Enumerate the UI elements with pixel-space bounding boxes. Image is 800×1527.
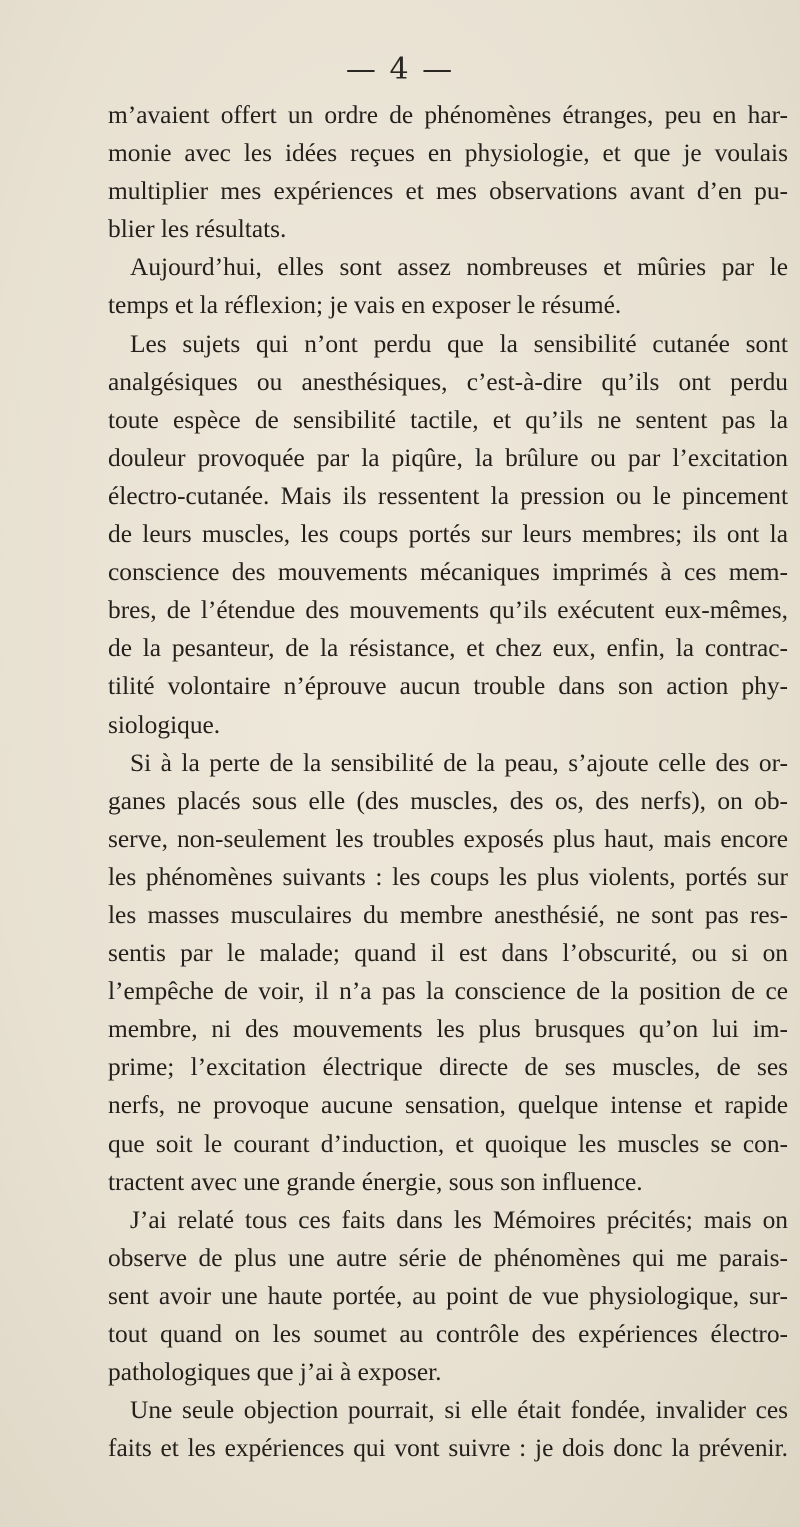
- text-line: conscience des mouvements mécaniques imprimés à ces mem-: [108, 558, 788, 587]
- text-line: faits et les expériences qui vont suivre : je dois donc la prévenir.: [108, 1434, 788, 1463]
- text-line: les phénomènes suivants : les coups les plus violents, portés sur: [108, 862, 788, 891]
- text-line: nerfs, ne provoque aucune sensation, quelque intense et rapide: [108, 1091, 788, 1120]
- text-line: analgésiques ou anesthésiques, c’est-à-dire qu’ils ont perdu: [108, 367, 788, 396]
- text-line: ganes placés sous elle (des muscles, des os, des nerfs), on ob-: [108, 786, 788, 815]
- text-line: tout quand on les soumet au contrôle des expériences électro-: [108, 1320, 788, 1348]
- text-line: l’empêche de voir, il n’a pas la conscience de la position de ce: [108, 977, 788, 1006]
- text-line: pathologiques que j’ai à exposer.: [108, 1358, 442, 1387]
- page-number: — 4 —: [345, 52, 455, 87]
- text-line: temps et la réflexion; je vais en exposer le résumé.: [108, 291, 622, 320]
- text-line: de la pesanteur, de la résistance, et chez eux, enfin, la contrac-: [108, 634, 788, 663]
- text-line: tractent avec une grande énergie, sous son influence.: [108, 1167, 643, 1196]
- text-line: sent avoir une haute portée, au point de vue physiologique, sur-: [108, 1281, 788, 1310]
- text-line: Si à la perte de la sensibilité de la peau, s’ajoute celle des or-: [130, 748, 788, 777]
- text-line: serve, non-seulement les troubles exposés plus haut, mais encore: [108, 824, 788, 853]
- text-line: électro-cutanée. Mais ils ressentent la pression ou le pincement: [108, 481, 788, 510]
- text-line: les masses musculaires du membre anesthésié, ne sont pas res-: [108, 900, 788, 929]
- text-line: sentis par le malade; quand il est dans l’obscurité, ou si on: [108, 939, 788, 968]
- text-line: de leurs muscles, les coups portés sur leurs membres; ils ont la: [108, 520, 788, 549]
- text-line: douleur provoquée par la piqûre, la brûlure ou par l’excitation: [108, 443, 788, 472]
- text-line: siologique.: [108, 710, 221, 739]
- text-line: Les sujets qui n’ont perdu que la sensibilité cutanée sont: [130, 329, 788, 358]
- text-line: prime; l’excitation électrique directe de ses muscles, de ses: [108, 1053, 788, 1082]
- text-line: m’avaient offert un ordre de phénomènes étranges, peu en har-: [108, 101, 788, 129]
- text-line: toute espèce de sensibilité tactile, et qu’ils ne sentent pas la: [108, 405, 788, 434]
- text-line: tilité volontaire n’éprouve aucun trouble dans son action phy-: [108, 672, 788, 701]
- text-line: Aujourd’hui, elles sont assez nombreuses et mûries par le: [130, 253, 788, 282]
- text-line: membre, ni des mouvements les plus brusques qu’on lui im-: [108, 1015, 788, 1044]
- body-text: [108, 96, 788, 1467]
- text-line: bres, de l’étendue des mouvements qu’ils exécutent eux-mêmes,: [108, 596, 788, 625]
- text-line: Une seule objection pourrait, si elle était fondée, invalider ces: [130, 1396, 788, 1425]
- text-line: blier les résultats.: [108, 215, 287, 244]
- text-line: multiplier mes expériences et mes observations avant d’en pu-: [108, 177, 788, 206]
- text-line: monie avec les idées reçues en physiologie, et que je voulais: [108, 139, 788, 168]
- text-line: observe de plus une autre série de phénomènes qui me parais-: [108, 1243, 788, 1272]
- text-line: que soit le courant d’induction, et quoique les muscles se con-: [108, 1129, 788, 1158]
- text-line: J’ai relaté tous ces faits dans les Mémoires précités; mais on: [130, 1205, 788, 1234]
